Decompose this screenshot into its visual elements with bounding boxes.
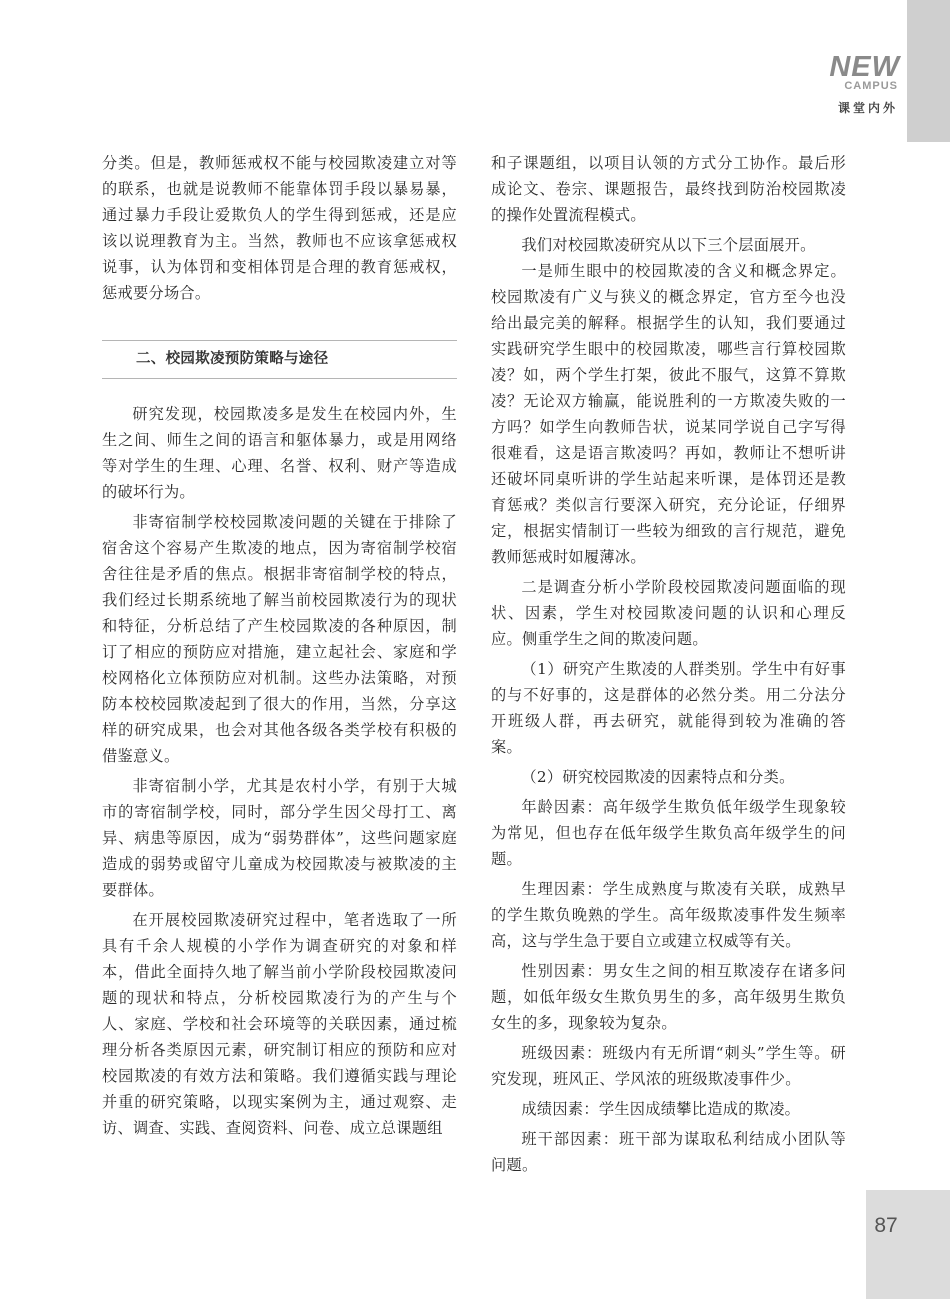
paragraph: 生理因素：学生成熟度与欺凌有关联，成熟早的学生欺负晚熟的学生。高年级欺凌事件发生频率高，这与学生急于要自立或建立权威等有关。 — [491, 880, 846, 950]
paragraph: 在开展校园欺凌研究过程中，笔者选取了一所具有千余人规模的小学作为调查研究的对象和样本，借此全面持久地了解当前小学阶段校园欺凌问题的现状和特点，分析校园欺凌行为的产生与个人、家庭、学校和社会环境等的关联因素，通过梳理分析各类原因元素，研究制订相应的预防和应对校园欺凌的有效方法和策略。我们遵循实践与理论并重的研究策略，以现实案例为主，通过观察、走访、调查、实践、查阅资料、问卷、成立总课题组 — [102, 911, 457, 1137]
page-number: 87 — [874, 1214, 898, 1237]
paragraph: 班干部因素：班干部为谋取私利结成小团队等问题。 — [491, 1130, 846, 1174]
paragraph: 我们对校园欺凌研究从以下三个层面展开。 — [521, 236, 816, 254]
paragraph: （2）研究校园欺凌的因素特点和分类。 — [521, 768, 795, 786]
paragraph: 班级因素：班级内有无所谓“刺头”学生等。研究发现，班风正、学风浓的班级欺凌事件少。 — [491, 1044, 846, 1088]
paragraph: 二是调查分析小学阶段校园欺凌问题面临的现状、因素，学生对校园欺凌问题的认识和心理反应。侧重学生之间的欺凌问题。 — [491, 578, 846, 648]
paragraph: 年龄因素：高年级学生欺负低年级学生现象较为常见，但也存在低年级学生欺负高年级学生的问题。 — [491, 798, 846, 868]
paragraph: 非寄宿制学校校园欺凌问题的关键在于排除了宿舍这个容易产生欺凌的地点，因为寄宿制学校宿舍往往是矛盾的焦点。根据非寄宿制学校的特点，我们经过长期系统地了解当前校园欺凌行为的现状和特征，分析总结了产生校园欺凌的各种原因，制订了相应的预防应对措施，建立起社会、家庭和学校网格化立体预防应对机制。这些办法策略，对预防本校校园欺凌起到了很大的作用，当然，分享这样的研究成果，也会对其他各级各类学校有积极的借鉴意义。 — [102, 513, 457, 765]
magazine-brand-campus: CAMPUS — [844, 80, 898, 92]
left-column — [102, 150, 457, 1141]
paragraph: 成绩因素：学生因成绩攀比造成的欺凌。 — [521, 1100, 801, 1118]
paragraph: 和子课题组，以项目认领的方式分工协作。最后形成论文、卷宗、课题报告，最终找到防治校园欺凌的操作处置流程模式。 — [491, 154, 846, 224]
footer-tab-decoration — [866, 1190, 950, 1299]
paragraph: 一是师生眼中的校园欺凌的含义和概念界定。校园欺凌有广义与狭义的概念界定，官方至今也没给出最完美的解释。根据学生的认知，我们要通过实践研究学生眼中的校园欺凌，哪些言行算校园欺凌？如，两个学生打架，彼此不服气，这算不算欺凌？无论双方输赢，能说胜利的一方欺凌失败的一方吗？如学生向教师告状，说某同学说自己字写得很难看，这是语言欺凌吗？再如，教师让不想听讲还破坏同桌听讲的学生站起来听课，是体罚还是教育惩戒？类似言行要深入研究，充分论证，仔细界定，根据实情制订一些较为细致的言行规范，避免教师惩戒时如履薄冰。 — [491, 262, 846, 566]
paragraph: 非寄宿制小学，尤其是农村小学，有别于大城市的寄宿制学校，同时，部分学生因父母打工、离异、病患等原因，成为“弱势群体”，这些问题家庭造成的弱势或留守儿童成为校园欺凌与被欺凌的主要群体。 — [102, 777, 457, 899]
column-name: 课堂内外 — [837, 101, 898, 115]
header-tab-decoration — [907, 0, 950, 142]
section-heading: 二、校园欺凌预防策略与途径 — [102, 340, 457, 379]
paragraph: （1）研究产生欺凌的人群类别。学生中有好事的与不好事的，这是群体的必然分类。用二分法分开班级人群，再去研究，就能得到较为准确的答案。 — [491, 660, 846, 756]
magazine-brand-new: NEW — [829, 51, 900, 83]
paragraph: 性别因素：男女生之间的相互欺凌存在诸多问题，如低年级女生欺负男生的多，高年级男生欺负女生的多，现象较为复杂。 — [491, 962, 846, 1032]
paragraph: 研究发现，校园欺凌多是发生在校园内外，生生之间、师生之间的语言和躯体暴力，或是用网络等对学生的生理、心理、名誉、权利、财产等造成的破坏行为。 — [102, 405, 457, 501]
right-column — [491, 150, 846, 1178]
paragraph: 分类。但是，教师惩戒权不能与校园欺凌建立对等的联系，也就是说教师不能靠体罚手段以暴易暴，通过暴力手段让爱欺负人的学生得到惩戒，还是应该以说理教育为主。当然，教师也不应该拿惩戒权说事，认为体罚和变相体罚是合理的教育惩戒权，惩戒要分场合。 — [102, 154, 457, 302]
